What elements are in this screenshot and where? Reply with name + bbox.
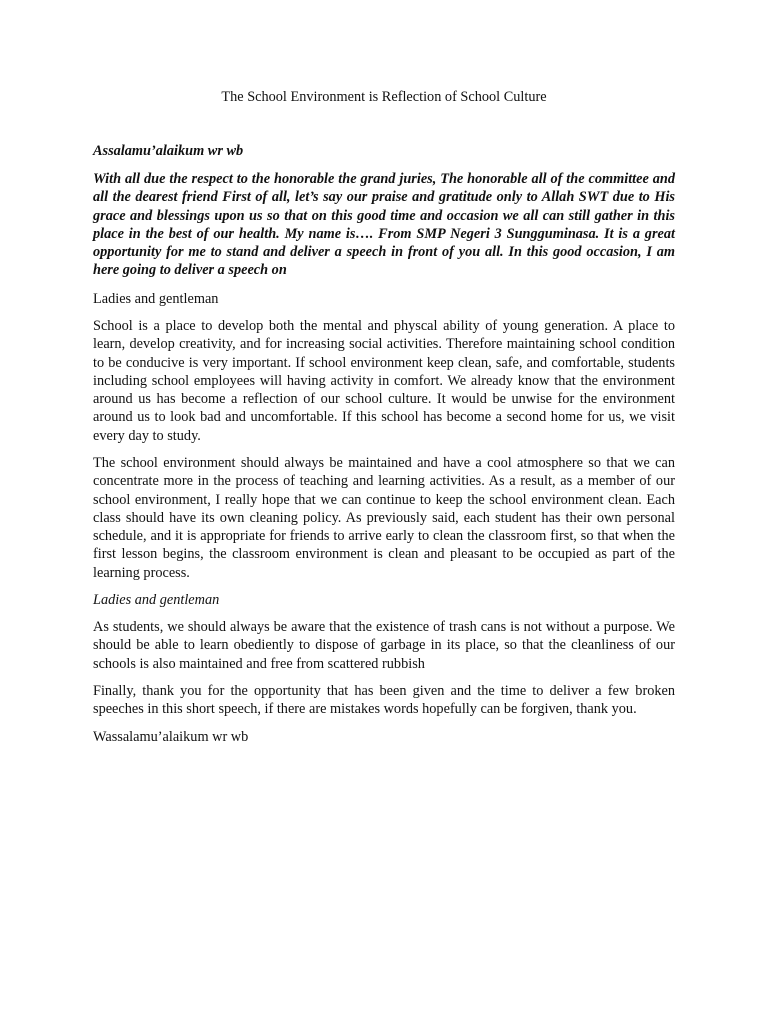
salutation-ladies-gentleman: Ladies and gentleman <box>93 291 219 307</box>
body-paragraph-3: As students, we should always be aware that the existence of trash cans is not without a purpose. We should be able to learn obediently to dispose of garbage in its place, so that the cleanliness of our schools is also maintained and free from scattered rubbish <box>93 619 675 672</box>
body-paragraph-1: School is a place to develop both the mental and physcal ability of young generation. A place to learn, develop creativity, and for increasing social activities. Therefore maintaining school condition to be conducive is very important. If school environment keep clean, safe, and comfortable, students including school employees will having activity in comfort. We already know that the environment around us has become a reflection of our school culture. It would be unwise for the environment around us to look bad and uncomfortable. If this school has become a second home for us, we visit every day to study. <box>93 318 675 444</box>
body-paragraph-4: Finally, thank you for the opportunity that has been given and the time to deliver a few broken speeches in this short speech, if there are mistakes words hopefully can be forgiven, thank you. <box>93 683 675 718</box>
salutation-ladies-gentleman-italic: Ladies and gentleman <box>93 592 220 608</box>
greeting: Assalamu’alaikum wr wb <box>93 143 244 159</box>
document-page <box>93 0 675 1024</box>
opening-paragraph: With all due the respect to the honorable the grand juries, The honorable all of the committee and all the dearest friend First of all, let’s say our praise and gratitude only to Allah SWT due to His grace and blessings upon us so that on this good time and occasion we all can still gather in this place in the best of our health. My name is…. From SMP Negeri 3 Sungguminasa. It is a great opportunity for me to stand and deliver a speech in front of you all. In this good occasion, I am here going to deliver a speech on <box>93 171 675 279</box>
document-title: The School Environment is Reflection of School Culture <box>221 89 547 105</box>
body-paragraph-2: The school environment should always be maintained and have a cool atmosphere so that we can concentrate more in the process of teaching and learning activities. As a result, as a member of our school environment, I really hope that we can continue to keep the school environment clean. Each class should have its own cleaning policy. As previously said, each student has their own personal schedule, and it is appropriate for friends to arrive early to clean the classroom first, so that when the first lesson begins, the classroom environment is clean and pleasant to be occupied as part of the learning process. <box>93 455 675 581</box>
closing-greeting: Wassalamu’alaikum wr wb <box>93 729 249 745</box>
